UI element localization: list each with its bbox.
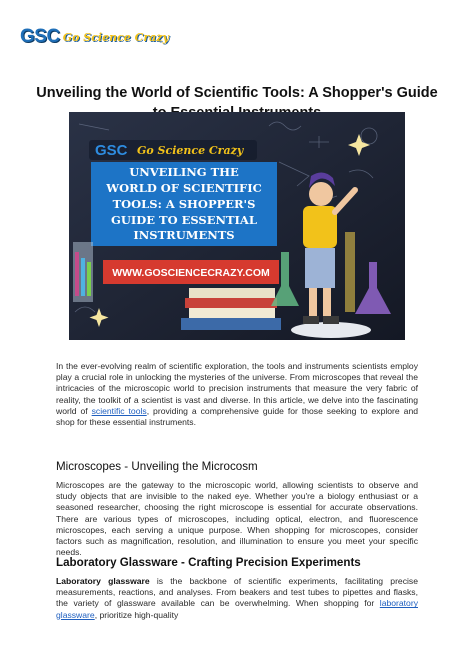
intro-text: In the ever-evolving realm of scientific exploration, the tools and instruments scientists employ play a crucial role in unlocking the mysteries of the universe. From microscopes that reveal the intricacies of the microscopic world to precision instruments that measure the very fabric of reality, the toolkit of a scientist is vast and diverse. In this article, we delve into the fascinating world of [56,361,418,416]
intro-paragraph [56,361,418,428]
intro-text-end: , providing a comprehensive guide for those seeking to explore and shop for these essential instruments. [56,405,418,428]
site-logo[interactable] [20,24,169,50]
page-title: Unveiling the World of Scientific Tools: A Shopper's Guide [36,85,438,101]
scientific-tools-link[interactable]: scientific tools [91,405,147,416]
headline-line-5: INSTRUMENTS [133,228,235,242]
section-heading-microscopes: Microscopes - Unveiling the Microcosm [56,460,258,473]
books-stack [181,288,281,330]
banner-illustration [69,112,405,340]
hero-banner-image [69,112,405,340]
microscopes-paragraph: Microscopes are the gateway to the microscopic world, allowing scientists to observe and study objects that are invisible to the naked eye. Whether you're a biology enthusiast or a seasoned researcher, choosing the right microscope is essential for accurate observations. There are various types of microscopes, including optical, electron, and fluorescence microscopes, each serving a unique purpose. When shopping for microscopes, consider factors such as magnification, resolution, and illumination to ensure you meet your specific needs. [56,480,418,558]
laboratory-glassware-link[interactable]: laboratory glassware [56,598,418,620]
logo-mark: GSC [20,26,60,47]
glassware-bold-lead: Laboratory glassware [56,576,150,586]
headline-line-3: TOOLS: A SHOPPER'S [112,197,256,211]
headline-line-2: WORLD OF SCIENTIFIC [106,181,262,195]
logo-text: Go Science Crazy [62,30,169,44]
banner-logo-text: Go Science Crazy [137,144,244,157]
glassware-text: is the backbone of scientific experiments, facilitating precise measurements, reactions, and analyses. From beakers and test tubes to pipettes and flasks, the variety of glassware available can be overwhelming. When shopping for [56,576,418,609]
headline-line-4: GUIDE TO ESSENTIAL [111,213,257,227]
banner-logo-mark: GSC [95,142,128,159]
headline-line-1: UNVEILING THE [129,165,239,179]
test-tube-rack [73,242,93,302]
banner-url[interactable]: WWW.GOSCIENCECRAZY.COM [112,267,270,279]
glassware-paragraph [56,576,418,621]
section-heading-glassware: Laboratory Glassware - Crafting Precision Experiments [56,556,361,569]
glassware-text-end: , prioritize high-quality [94,609,179,620]
